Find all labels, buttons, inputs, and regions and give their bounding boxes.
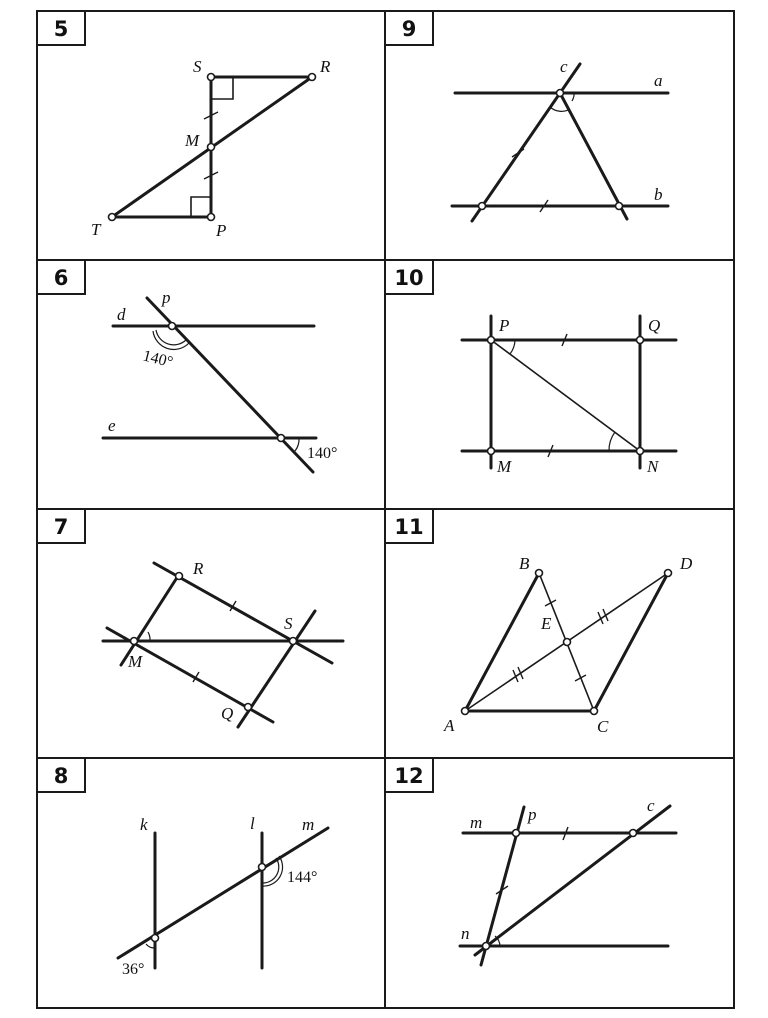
line-label-e: e [108, 416, 116, 435]
angle-label-144: 144° [287, 869, 318, 886]
point-label-a: A [444, 716, 455, 735]
panel-7 [37, 509, 343, 727]
point-label-s: S [284, 614, 293, 633]
line-label-d: d [117, 305, 126, 324]
line-label-m: m [470, 813, 483, 832]
panel-number: 9 [401, 17, 417, 41]
point-label-q: Q [221, 704, 234, 723]
angle-label-140-bottom: 140° [307, 445, 338, 462]
point-label-p: P [216, 221, 227, 240]
panel-5 [37, 11, 331, 240]
line-label-m: m [302, 815, 315, 834]
point-label-b: B [519, 554, 530, 573]
panel-number: 7 [53, 515, 69, 539]
point-label-r: R [193, 559, 204, 578]
panel-10 [385, 260, 676, 476]
panel-number: 12 [394, 764, 424, 788]
point-label-e: E [541, 614, 552, 633]
line-label-k: k [140, 815, 148, 834]
point-label-m: M [128, 652, 143, 671]
panel-number: 11 [394, 515, 424, 539]
panel-number: 5 [53, 17, 69, 41]
panel-number: 8 [53, 764, 69, 788]
point-label-m: M [185, 131, 200, 150]
point-label-n: n [461, 924, 470, 943]
point-label-p: P [499, 316, 510, 335]
line-label-c: c [560, 57, 568, 76]
point-label-n: N [647, 457, 659, 476]
line-label-p: p [162, 288, 171, 307]
point-label-q: Q [648, 316, 661, 335]
panel-9 [385, 11, 668, 221]
line-label-b: b [654, 185, 663, 204]
point-label-r: R [320, 57, 331, 76]
panel-12 [385, 758, 676, 965]
point-label-t: T [91, 220, 101, 239]
panel-6 [37, 260, 337, 472]
line-label-p: p [528, 805, 537, 824]
panel-number: 10 [394, 266, 424, 290]
panel-11 [385, 509, 693, 736]
point-label-d: D [680, 554, 693, 573]
point-label-s: S [193, 57, 202, 76]
line-label-l: l [250, 814, 255, 833]
panel-8 [37, 758, 328, 978]
line-label-a: a [654, 71, 663, 90]
line-label-c: c [647, 796, 655, 815]
angle-label-140-top: 140° [141, 347, 175, 372]
angle-label-36: 36° [122, 961, 145, 978]
point-label-c: C [597, 717, 609, 736]
point-label-m: M [497, 457, 512, 476]
panel-number: 6 [53, 266, 69, 290]
